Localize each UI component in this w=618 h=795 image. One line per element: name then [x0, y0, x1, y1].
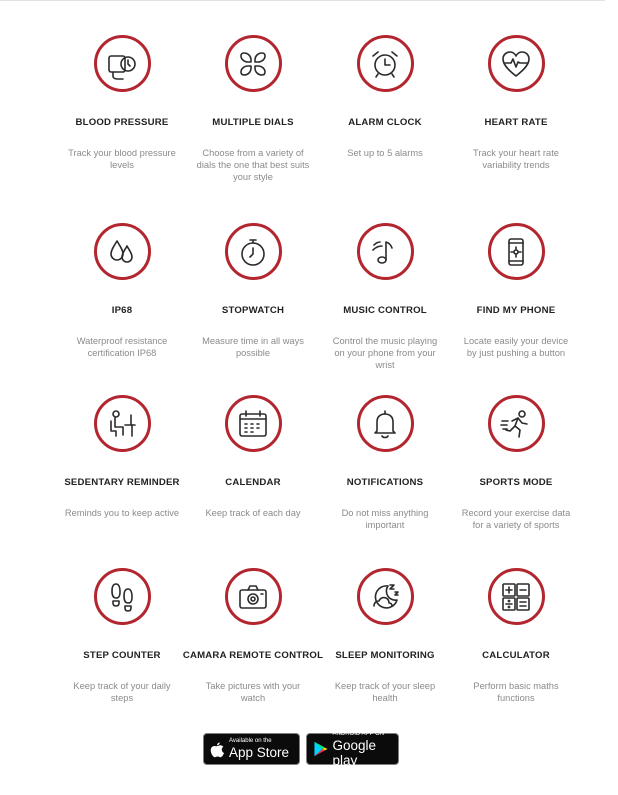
- calculator-icon: [499, 580, 533, 614]
- feature-calculator: [450, 568, 582, 704]
- phone-icon: [499, 235, 533, 269]
- calendar-icon: [236, 407, 270, 441]
- feature-title: CALENDAR: [225, 477, 281, 488]
- google-play-logo-icon: [313, 740, 328, 758]
- feature-title: IP68: [111, 305, 133, 316]
- top-divider: [0, 0, 605, 1]
- feature-description: Choose from a variety of dials the one that best suits your style: [196, 148, 310, 183]
- sedentary-icon: [105, 407, 139, 441]
- feature-sedentary-reminder: [56, 395, 188, 518]
- feature-description: Track your blood pressure levels: [68, 148, 176, 171]
- feature-stopwatch: [187, 223, 319, 359]
- feature-description: Take pictures with your watch: [205, 681, 301, 704]
- camera-icon: [236, 580, 270, 614]
- feature-description: Keep track of your daily steps: [73, 681, 171, 704]
- bell-icon: [368, 407, 402, 441]
- google-play-large-text: Google play: [332, 737, 377, 768]
- feature-title: FIND MY PHONE: [476, 305, 556, 316]
- feature-description: Perform basic maths functions: [473, 681, 559, 704]
- feature-description: Reminds you to keep active: [64, 508, 180, 518]
- feature-description: Locate easily your device by just pushing a button: [463, 336, 569, 359]
- feature-description: Set up to 5 alarms: [347, 148, 423, 158]
- feature-title: SEDENTARY REMINDER: [64, 477, 180, 488]
- google-play-badge[interactable]: [306, 730, 399, 768]
- feature-sports-mode: [450, 395, 582, 531]
- feature-description: Record your exercise data for a variety of sports: [461, 508, 571, 531]
- feature-title: HEART RATE: [484, 117, 548, 128]
- feature-title: STOPWATCH: [221, 305, 285, 316]
- feature-title: MULTIPLE DIALS: [212, 117, 294, 128]
- feature-heart-rate: [450, 35, 582, 171]
- feature-multiple-dials: [187, 35, 319, 183]
- feature-title: STEP COUNTER: [83, 650, 161, 661]
- feature-step-counter: [56, 568, 188, 704]
- feature-alarm-clock: [319, 35, 451, 158]
- app-store-large-text: App Store: [229, 745, 290, 760]
- feature-description: Waterproof resistance certification IP68: [76, 336, 168, 359]
- feature-title: SPORTS MODE: [479, 477, 553, 488]
- feature-blood-pressure: [56, 35, 188, 171]
- footprints-icon: [105, 580, 139, 614]
- heart-rate-icon: [499, 47, 533, 81]
- sleep-icon: [368, 580, 402, 614]
- stopwatch-icon: [236, 235, 270, 269]
- feature-description: Keep track of each day: [205, 508, 301, 518]
- feature-camera-remote-control: [182, 568, 324, 704]
- feature-description: Keep track of your sleep health: [334, 681, 436, 704]
- feature-title: NOTIFICATIONS: [346, 477, 424, 488]
- apple-logo-icon: [210, 741, 224, 758]
- alarm-clock-icon: [368, 47, 402, 81]
- music-note-icon: [368, 235, 402, 269]
- feature-title: BLOOD PRESSURE: [75, 117, 169, 128]
- feature-notifications: [319, 395, 451, 531]
- feature-description: Track your heart rate variability trends: [473, 148, 559, 171]
- feature-title: MUSIC CONTROL: [343, 305, 427, 316]
- feature-music-control: [319, 223, 451, 371]
- app-store-small-text: Available on the: [229, 738, 272, 744]
- runner-icon: [499, 407, 533, 441]
- feature-title: SLEEP MONITORING: [335, 650, 435, 661]
- dials-icon: [236, 47, 270, 81]
- blood-pressure-icon: [105, 47, 139, 81]
- feature-find-my-phone: [450, 223, 582, 359]
- feature-ip68: [56, 223, 188, 359]
- feature-description: Do not miss anything important: [341, 508, 429, 531]
- feature-description: Measure time in all ways possible: [202, 336, 304, 359]
- feature-title: CALCULATOR: [482, 650, 550, 661]
- google-play-small-text: ANDROID APP ON: [332, 730, 385, 737]
- feature-title: CAMARA REMOTE CONTROL: [182, 650, 324, 661]
- feature-title: ALARM CLOCK: [348, 117, 422, 128]
- app-store-badge[interactable]: [203, 733, 300, 765]
- feature-description: Control the music playing on your phone from your wrist: [332, 336, 438, 371]
- water-drops-icon: [105, 235, 139, 269]
- feature-sleep-monitoring: [319, 568, 451, 704]
- feature-calendar: [187, 395, 319, 518]
